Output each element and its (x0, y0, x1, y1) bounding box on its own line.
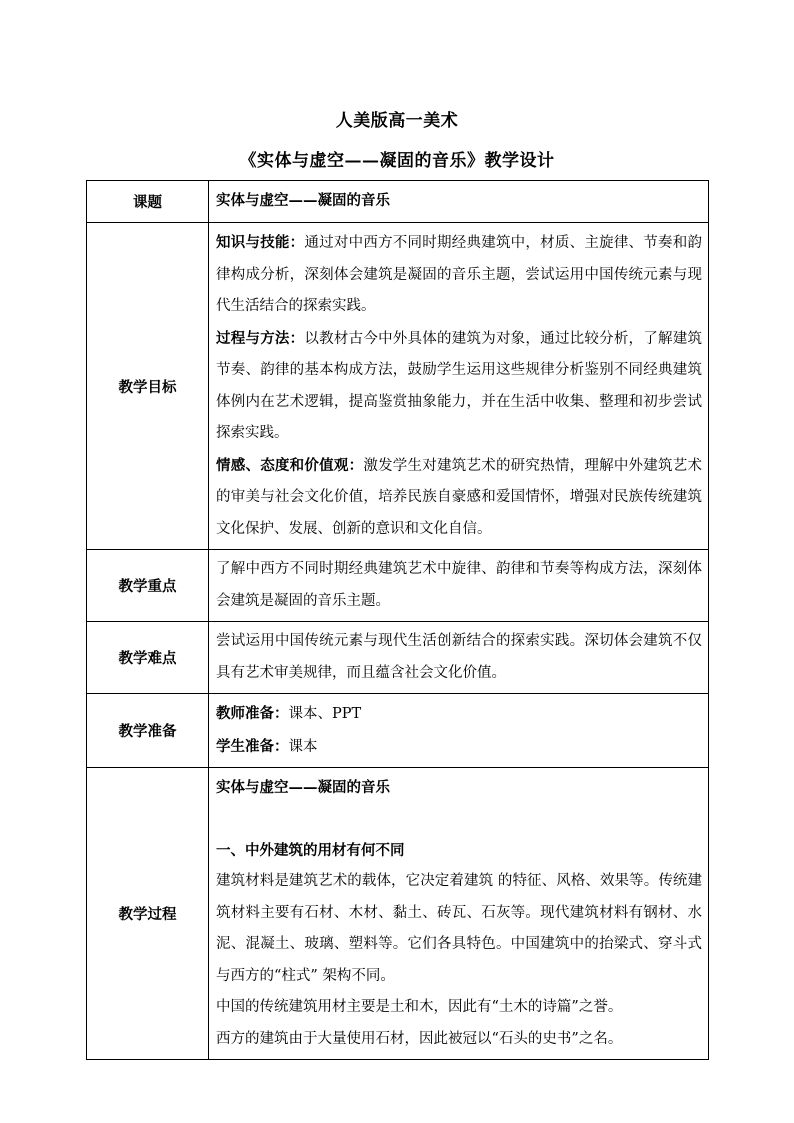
row-topic (87, 181, 709, 223)
process-paragraph-3: 西方的建筑由于大量使用石材，因此被冠以“石头的史书”之名。 (216, 1030, 623, 1047)
topic-value: 实体与虚空——凝固的音乐 (216, 192, 390, 210)
label-difficulty: 教学难点 (87, 622, 209, 694)
row-goals (87, 223, 709, 550)
document-subtitle: 《实体与虚空——凝固的音乐》教学设计 (239, 151, 555, 171)
label-goals: 教学目标 (87, 223, 209, 550)
goal-emotion: 情感、态度和价值观：激发学生对建筑艺术的研究热情，理解中外建筑艺术的审美与社会文化价值，培养民族自豪感和爱国情怀，增强对民族传统建筑文化保护、发展、创新的意识和文化自信。 (216, 456, 702, 537)
process-paragraph-2: 中国的传统建筑用材主要是土和木，因此有“土木的诗篇”之誉。 (216, 999, 623, 1015)
label-process: 教学过程 (87, 768, 209, 1060)
label-preparation: 教学准备 (87, 694, 209, 768)
prep-student: 学生准备：课本 (216, 737, 318, 755)
key-points-value: 了解中西方不同时期经典建筑艺术中旋律、韵律和节奏等构成方法，深刻体会建筑是凝固的音乐主题。 (209, 550, 709, 622)
difficulty-value: 尝试运用中国传统元素与现代生活创新结合的探索实践。深切体会建筑不仅具有艺术审美规律，而且蕴含社会文化价值。 (209, 622, 709, 694)
goal-knowledge: 知识与技能：通过对中西方不同时期经典建筑中，材质、主旋律、节奏和韵律构成分析，深刻体会建筑是凝固的音乐主题，尝试运用中国传统元素与现代生活结合的探索实践。 (216, 234, 702, 314)
row-difficulty (87, 622, 709, 694)
document-title: 人美版高一美术 (335, 111, 459, 131)
process-section-heading: 一、中外建筑的用材有何不同 (216, 841, 405, 859)
row-key-points (87, 550, 709, 622)
prep-teacher: 教师准备：课本、PPT (216, 705, 362, 722)
process-paragraph-1: 建筑材料是建筑艺术的载体，它决定着建筑 的特征、风格、效果等。传统建筑材料主要有石材、木材、黏土、砖瓦、石灰等。现代建筑材料有钢材、水泥、混凝土、玻璃、塑料等。它们各具特色。中国建筑中的抬梁式、穿斗式与西方的“柱式” 架构不同。 (216, 873, 702, 984)
goal-process: 过程与方法：以教材古今中外具体的建筑为对象，通过比较分析，了解建筑节奏、韵律的基本构成方法，鼓励学生运用这些规律分析鉴别不同经典建筑体例内在艺术逻辑，提高鉴赏抽象能力，并在生活中收集、整理和初步尝试探索实践。 (216, 329, 702, 441)
process-title: 实体与虚空——凝固的音乐 (216, 779, 390, 796)
label-key-points: 教学重点 (87, 550, 209, 622)
row-process (87, 768, 709, 1060)
row-preparation (87, 694, 709, 768)
label-topic: 课题 (87, 181, 209, 223)
lesson-plan-table (86, 180, 709, 1060)
